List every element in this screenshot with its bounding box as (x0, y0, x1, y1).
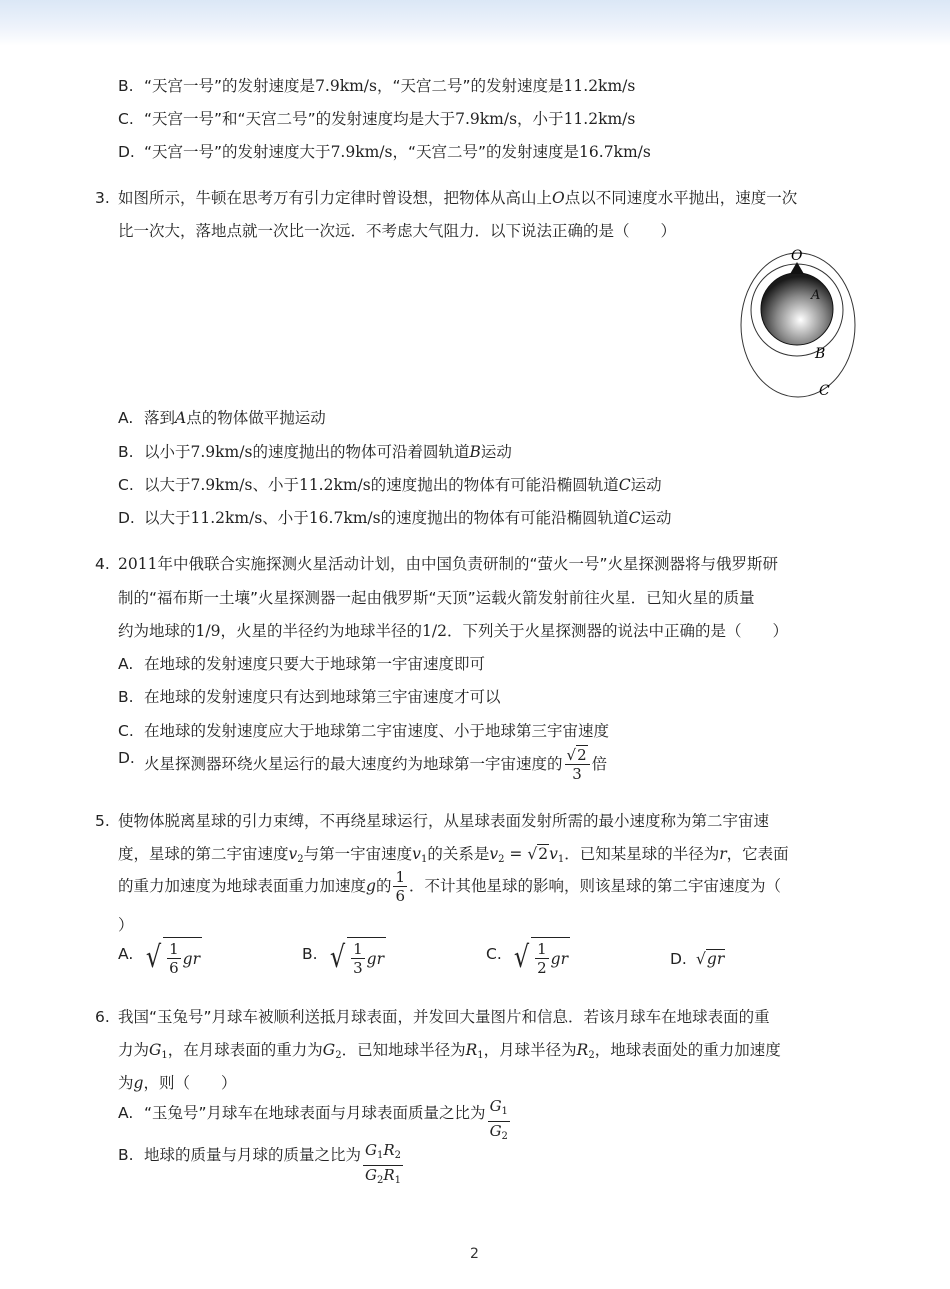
q5-stem-line2: 度，星球的第二宇宙速度$v_2$与第一宇宙速度$v_1$的关系是$v_2 = √2v_1$．已知某星球的半径为r，它表面 (118, 845, 789, 865)
label-c: C (819, 383, 830, 399)
g1-over-g2-fraction: $\frac{G_1}{G_2}$ (489, 1097, 508, 1142)
q3-stem-line2: 比一次大，落地点就一次比一次远．不考虑大气阻力．以下说法正确的是（ ） (118, 222, 677, 240)
q3-option-c[interactable]: C. 以大于7.9km/s、小于11.2km/s的速度抛出的物体有可能沿椭圆轨道C运动 (118, 476, 662, 494)
sqrt2-over-3-fraction: $\frac{√2}{3}$ (565, 746, 590, 783)
q6-option-a[interactable]: A. “玉兔号”月球车在地球表面与月球表面质量之比为 $\frac{G_1}{G_2}$ (118, 1097, 512, 1146)
label-a: A (811, 288, 821, 303)
q3-option-d[interactable]: D. 以大于11.2km/s、小于16.7km/s的速度抛出的物体有可能沿椭圆轨道C运动 (118, 509, 672, 527)
page-number: 2 (470, 1246, 479, 1262)
q5-stem-line1: 5. 使物体脱离星球的引力束缚，不再绕星球运行，从星球表面发射所需的最小速度称为第二宇宙速 (95, 812, 770, 830)
q5-option-b[interactable]: B. √ $\frac{1}{3}$ gr (302, 938, 386, 978)
q5-option-c[interactable]: C. √ $\frac{1}{2}$ gr (486, 938, 570, 978)
label-b: B (815, 346, 826, 362)
q6-stem-line1: 6. 我国“玉兔号”月球车被顺利送抵月球表面，并发回大量图片和信息．若该月球车在地球表面的重 (95, 1008, 770, 1026)
one-sixth-fraction: $\frac{1}{6}$ (395, 868, 406, 905)
q5-option-a[interactable]: A. √ $\frac{1}{6}$ gr (118, 938, 202, 978)
q4-option-a[interactable]: A. 在地球的发射速度只要大于地球第一宇宙速度即可 (118, 655, 486, 673)
q6-stem-line2: 力为$G_1$，在月球表面的重力为$G_2$．已知地球半径为$R_1$，月球半径为$R_2$，地球表面处的重力加速度 (118, 1041, 781, 1061)
q4-stem-line2: 制的“福布斯一土壤”火星探测器一起由俄罗斯“天顶”运载火箭发射前往火星．已知火星的质量 (118, 589, 755, 607)
q6-stem-line3: 为g，则（ ） (118, 1074, 237, 1092)
q2-option-c[interactable]: C. “天宫一号”和“天宫二号”的发射速度均是大于7.9km/s，小于11.2km/s (118, 110, 636, 128)
q3-option-b[interactable]: B. 以小于7.9km/s的速度抛出的物体可沿着圆轨道B运动 (118, 443, 512, 461)
earth-sphere (761, 273, 833, 345)
q4-stem-line1: 4. 2011年中俄联合实施探测火星活动计划，由中国负责研制的“萤火一号”火星探测器将与俄罗斯研 (95, 555, 779, 573)
q4-option-c[interactable]: C. 在地球的发射速度应大于地球第二宇宙速度、小于地球第三宇宙速度 (118, 722, 610, 740)
q2-option-b[interactable]: B. “天宫一号”的发射速度是7.9km/s，“天宫二号”的发射速度是11.2km/s (118, 77, 636, 95)
q4-option-b[interactable]: B. 在地球的发射速度只有达到地球第三宇宙速度才可以 (118, 688, 501, 706)
q3-stem-line1: 3. 如图所示，牛顿在思考万有引力定律时曾设想，把物体从高山上O点以不同速度水平抛出，速度一次 (95, 189, 798, 207)
top-header-band (0, 0, 950, 46)
label-o: O (791, 248, 803, 264)
q5-stem-line3: 的重力加速度为地球表面重力加速度g的 $\frac{1}{6}$ ．不计其他星球的影响，则该星球的第二宇宙速度为（ (118, 868, 782, 905)
sqrt2-symbol: √2 (527, 845, 549, 863)
g1r2sq-over-g2r1sq-fraction: $\frac{G_1R_2}{G_2R_1}$ (365, 1141, 402, 1186)
q4-option-d[interactable]: D. 火星探测器环绕火星运行的最大速度约为地球第一宇宙速度的 $\frac{√2}{3}$ 倍 (118, 746, 608, 783)
q5-stem-line4: ） (118, 916, 134, 934)
q5-option-d[interactable]: D. √gr (670, 950, 725, 968)
orbit-figure (735, 245, 865, 400)
q3-option-a[interactable]: A. 落到A点的物体做平抛运动 (118, 409, 326, 427)
q4-stem-line3: 约为地球的1/9，火星的半径约为地球半径的1/2．下列关于火星探测器的说法中正确的是（ ） (118, 622, 788, 640)
q6-option-b[interactable]: B. 地球的质量与月球的质量之比为 $\frac{G_1R_2}{G_2R_1}$ (118, 1141, 405, 1190)
q2-option-d[interactable]: D. “天宫一号”的发射速度大于7.9km/s，“天宫二号”的发射速度是16.7km/s (118, 143, 651, 161)
